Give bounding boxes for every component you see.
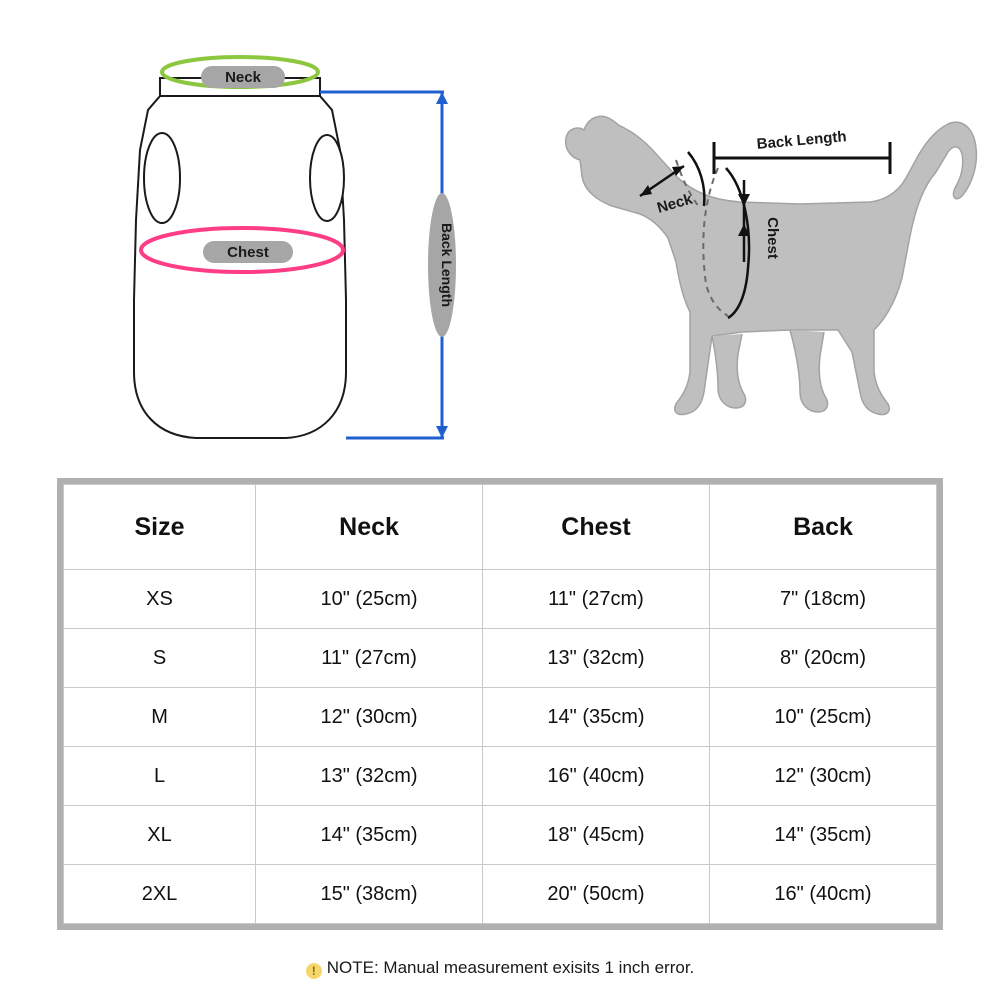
cell-chest: 18" (45cm) xyxy=(483,806,710,865)
table-row xyxy=(64,865,937,924)
table-header-size: Size xyxy=(64,485,256,570)
table-row xyxy=(64,629,937,688)
chest-label xyxy=(203,241,293,263)
table-header-chest: Chest xyxy=(483,485,710,570)
cell-size: XL xyxy=(64,806,256,865)
cell-size: L xyxy=(64,747,256,806)
neck-label xyxy=(201,66,285,88)
cell-chest: 20" (50cm) xyxy=(483,865,710,924)
cell-chest: 13" (32cm) xyxy=(483,629,710,688)
cell-back: 10" (25cm) xyxy=(709,688,936,747)
table-row xyxy=(64,570,937,629)
table-row xyxy=(64,747,937,806)
cell-size: S xyxy=(64,629,256,688)
dog-illustration xyxy=(566,116,977,414)
table-row xyxy=(64,806,937,865)
table-row xyxy=(64,688,937,747)
cell-size: M xyxy=(64,688,256,747)
measurement-note-text: NOTE: Manual measurement exisits 1 inch error. xyxy=(326,958,695,977)
back-length-label-text: Back Length xyxy=(439,222,455,308)
neck-label-text: Neck xyxy=(225,69,261,86)
size-table-container xyxy=(57,478,943,930)
dog-back-length-label-text: Back Length xyxy=(756,128,848,153)
cell-chest: 14" (35cm) xyxy=(483,688,710,747)
cell-back: 7" (18cm) xyxy=(709,570,936,629)
cell-neck: 12" (30cm) xyxy=(256,688,483,747)
dog-rear-leg xyxy=(790,330,828,412)
table-header-row xyxy=(64,485,937,570)
cell-back: 14" (35cm) xyxy=(709,806,936,865)
dog-neck-label-text: Neck xyxy=(655,190,695,217)
cell-neck: 14" (35cm) xyxy=(256,806,483,865)
cell-back: 16" (40cm) xyxy=(709,865,936,924)
garment-armhole-left xyxy=(144,133,180,223)
diagram-area xyxy=(0,0,1000,470)
garment-armhole-right xyxy=(310,135,344,221)
dog-chest-label-text: Chest xyxy=(764,217,781,259)
cell-chest: 16" (40cm) xyxy=(483,747,710,806)
dog-body xyxy=(566,116,977,414)
cell-neck: 15" (38cm) xyxy=(256,865,483,924)
chest-label-text: Chest xyxy=(227,244,269,261)
measurement-note xyxy=(0,958,1000,979)
warning-icon: ! xyxy=(306,963,322,979)
size-table xyxy=(63,484,937,924)
table-header-back: Back xyxy=(709,485,936,570)
table-header-neck: Neck xyxy=(256,485,483,570)
cell-back: 12" (30cm) xyxy=(709,747,936,806)
dog-back-length-measure xyxy=(714,128,890,174)
cell-neck: 11" (27cm) xyxy=(256,629,483,688)
cell-back: 8" (20cm) xyxy=(709,629,936,688)
cell-size: 2XL xyxy=(64,865,256,924)
cell-neck: 13" (32cm) xyxy=(256,747,483,806)
cell-neck: 10" (25cm) xyxy=(256,570,483,629)
cell-size: XS xyxy=(64,570,256,629)
dog-front-leg xyxy=(712,334,746,408)
garment-illustration xyxy=(134,57,456,438)
cell-chest: 11" (27cm) xyxy=(483,570,710,629)
